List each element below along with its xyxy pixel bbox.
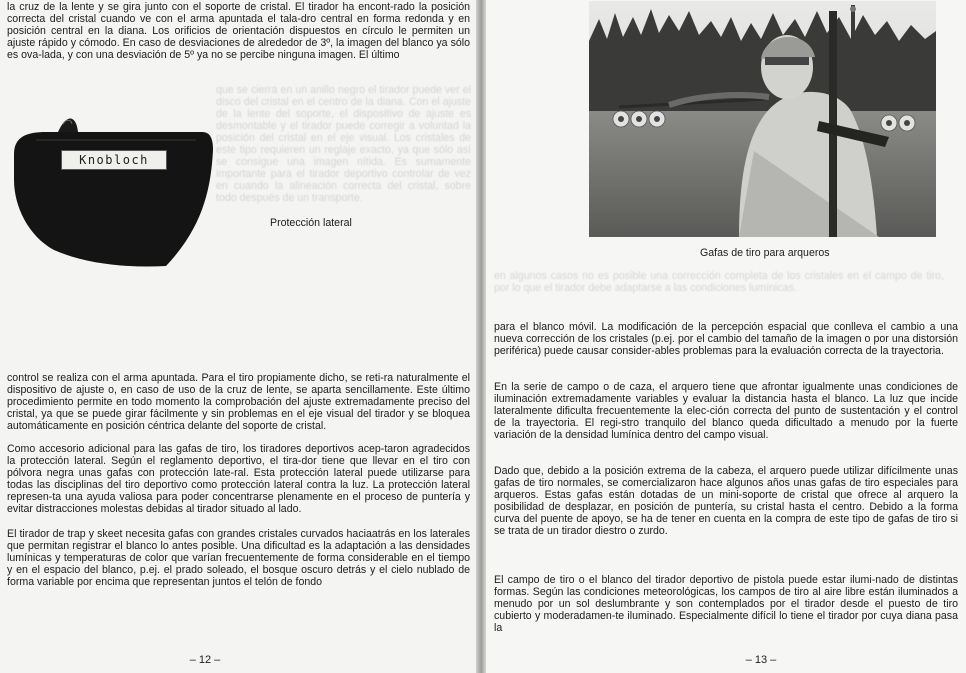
show-through-text: que se cierra en un anillo negro el tirador puede ver el disco del cristal en el centro de la diana. Con el ajuste de la lente del soporte, el dispositivo de ajuste es desmontable y el tirador puede corregir a voluntad la posición del cristal en el eje visual. Los cristales de este tipo requieren un reglaje exacto, ya que sólo así se consigue una imagen nítida. Es sumamente importante para el tirador deportivo controlar de vez en cuando la alineación correcta del cristal, sobre todo después de un transporte. [216,84,471,205]
archer-photo-image [589,1,936,237]
left-page [0,0,478,673]
paragraph-7: Dado que, debido a la posición extrema de la cabeza, el arquero puede utilizar difícilmente unas gafas de tiro normales, se comercializaron hace algunos años unas gafas de tiro especiales para arqueros. Estas gafas están dotadas de un mini-soporte de cristal que ofrece al arquero la posibilidad de desplazar, en posición de puntería, su cristal hasta el centro. Debido a la forma curva del puente de apoyo, se ha de tener en cuenta en la compra de este tipo de gafas de tiro si se trata de un tirador diestro o zurdo. [494,465,958,538]
archer-photo [589,1,936,237]
paragraph-8: El campo de tiro o el blanco del tirador deportivo de pistola puede estar ilumi-nado de distintas formas. Según las condiciones meteorológicas, los campos de tiro al aire libre están iluminados a menudo por un sol deslumbrante y son contemplados por el tirador desde el puesto de tiro cubierto y moderadamen-te iluminado. Especialmente difícil lo tiene el tirador por cuya diana pasa la [494,574,958,635]
page-number-left: – 12 – [189,654,221,666]
show-through-text: en algunos casos no es posible una corrección completa de los cristales en el campo de tiro, por lo que el tirador debe adaptarse a las condiciones lumínicas. [494,270,944,295]
paragraph-3: Como accesorio adicional para las gafas de tiro, los tiradores deportivos acep-taron agradecidos la protección lateral. Según el reglamento deportivo, el tira-dor tiene que llevar en el tiro con pólvora negra unas gafas con protección late-ral. Esta protección lateral puede utilizarse para todas las disciplinas del tiro deportivo como protección lateral contra la luz. La protección lateral represen-ta una ayuda valiosa para poder concentrarse plenamente en el proceso de puntería y evitar distracciones molestas debidas al tirador situado al lado. [7,443,470,516]
page-number-right: – 13 – [745,654,777,666]
paragraph-6: En la serie de campo o de caza, el arquero tiene que afrontar igualmente unas condiciones de iluminación extremadamente variables y evaluar la distancia hasta el blanco. La luz que incide lateralmente dificulta frecuentemente la elec-ción correcta del punto de sustentación y el control de la trayectoria. El regi-stro tranquilo del blanco queda dificultado a menudo por la fuerte variación de la densidad lumínica dentro del campo visual. [494,381,958,442]
right-page [486,0,966,673]
paragraph-5: para el blanco móvil. La modificación de la percepción espacial que conlleva el cambio a una nueva corrección de los cristales (p.ej. por el cambio del tamaño de la imagen o por una distorsión periférica) puede causar consider-ables problemas para la evaluación correcta de la trayectoria. [494,321,958,358]
figure-caption-left: Protección lateral [270,217,352,229]
paragraph-1: la cruz de la lente y se gira junto con el soporte de cristal. El tirador ha encont-rado la posición correcta del cristal cuando ve con el arma apuntada el tala-dro central en forma redonda y en posición central en la diana. Los orificios de orientación dispuestos en círculo le permiten un ajuste rápido y cómodo. En caso de desviaciones de alrededor de 3º, la imagen del blanco ya sólo es ova-lada, y con una desviación de 5º ya no se percibe ninguna imagen. El último [7,1,470,62]
side-protection-figure [6,110,216,270]
paragraph-2: control se realiza con el arma apuntada. Para el tiro propiamente dicho, se reti-ra naturalmente el dispositivo de ajuste o, en caso de uso de la cruz de lente, se aparta sencillamente. Este último procedimiento permite en todo momento la comprobación del ajuste extremadamente preciso del cristal, ya que se puede girar fácilmente y sin problemas en el eje visual del tirador y se bloquea automáticamente en posición céntrica delante del soporte de cristal. [7,372,470,433]
figure-caption-right: Gafas de tiro para arqueros [700,247,830,259]
paragraph-4: El tirador de trap y skeet necesita gafas con grandes cristales curvados haciaatrás en los laterales que permitan registrar el blanco lo antes posible. Una dificultad es la adaptación a las densidades lumínicas y temperaturas de color que varían frecuentemente de forma considerable en el tiempo y en el espacio del blanco, p.ej. el prado soleado, el bosque oscuro detrás y el cielo nublado de forma variable por encima que representan juntos el telón de fondo [7,528,470,589]
brand-label: Knobloch [61,150,167,170]
side-shield-image [6,110,216,270]
